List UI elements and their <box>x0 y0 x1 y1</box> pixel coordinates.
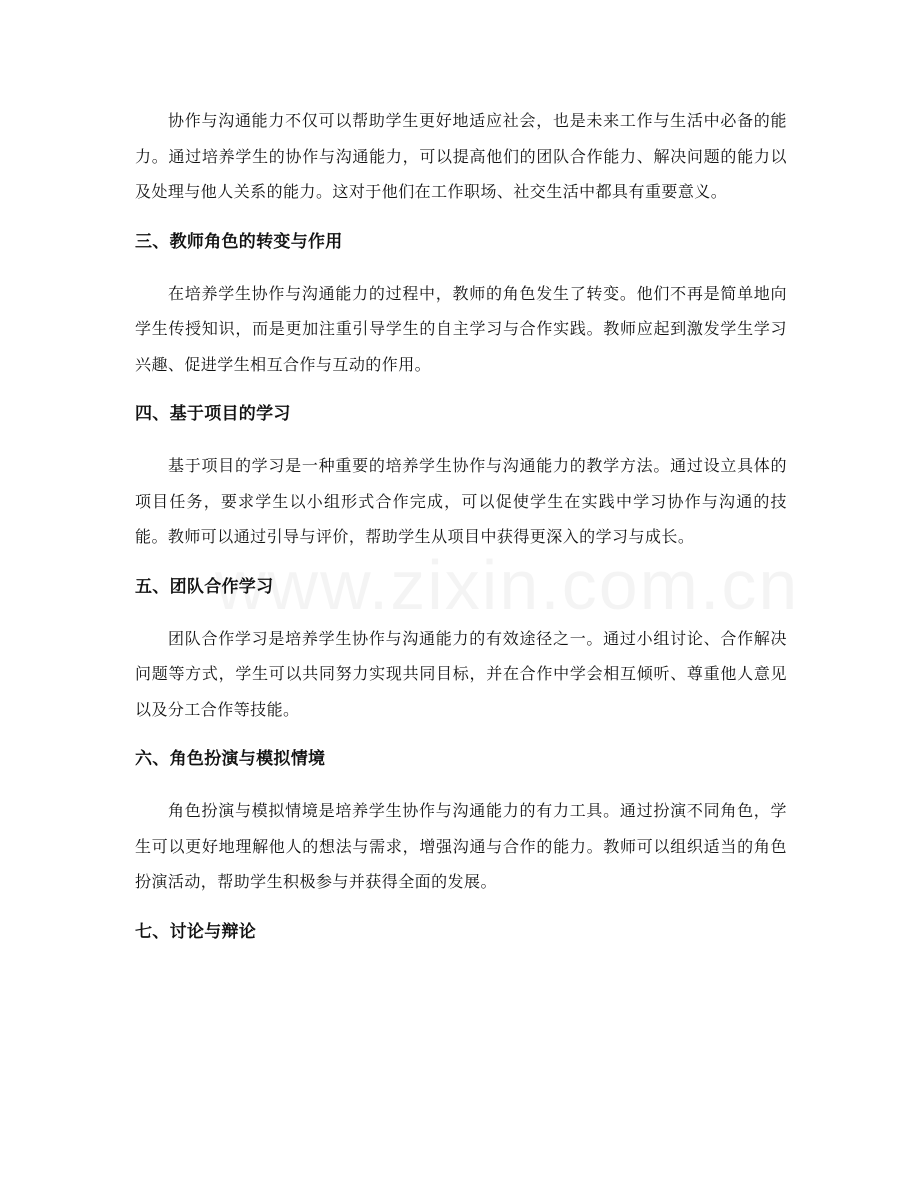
section-body-3: 在培养学生协作与沟通能力的过程中，教师的角色发生了转变。他们不再是简单地向学生传授知识，而是更加注重引导学生的自主学习与合作实践。教师应起到激发学生学习兴趣、促进学生相互合作与互动的作用。 <box>135 283 787 374</box>
section-body-5: 团队合作学习是培养学生协作与沟通能力的有效途径之一。通过小组讨论、合作解决问题等方式，学生可以共同努力实现共同目标，并在合作中学会相互倾听、尊重他人意见以及分工合作等技能。 <box>135 628 787 719</box>
section-heading-6: 六、角色扮演与模拟情境 <box>135 749 326 769</box>
section-heading-4: 四、基于项目的学习 <box>135 404 291 424</box>
section-body-4: 基于项目的学习是一种重要的培养学生协作与沟通能力的教学方法。通过设立具体的项目任务，要求学生以小组形式合作完成，可以促使学生在实践中学习协作与沟通的技能。教师可以通过引导与评价，帮助学生从项目中获得更深入的学习与成长。 <box>135 456 787 546</box>
section-heading-3: 三、教师角色的转变与作用 <box>135 231 343 252</box>
section-body-6: 角色扮演与模拟情境是培养学生协作与沟通能力的有力工具。通过扮演不同角色，学生可以更好地理解他人的想法与需求，增强沟通与合作的能力。教师可以组织适当的角色扮演活动，帮助学生积极参与并获得全面的发展。 <box>135 801 787 891</box>
section-heading-7: 七、讨论与辩论 <box>135 921 257 942</box>
intro-paragraph: 协作与沟通能力不仅可以帮助学生更好地适应社会，也是未来工作与生活中必备的能力。通过培养学生的协作与沟通能力，可以提高他们的团队合作能力、解决问题的能力以及处理与他人关系的能力。这对于他们在工作职场、社交生活中都具有重要意义。 <box>135 111 787 201</box>
document-body <box>135 103 787 944</box>
section-heading-5: 五、团队合作学习 <box>135 576 274 597</box>
